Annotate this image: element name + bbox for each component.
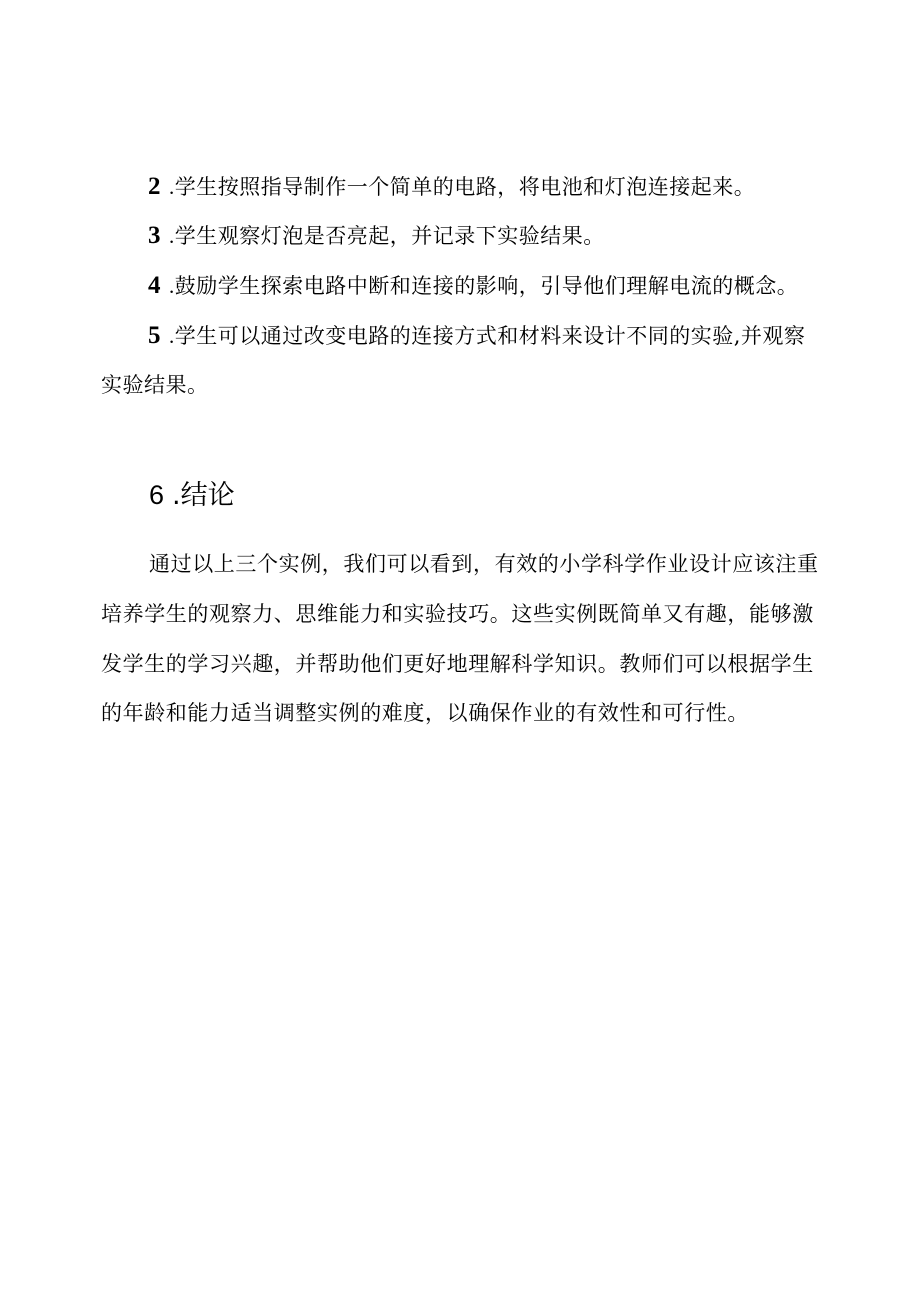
list-item-text-continuation: 实验结果。	[101, 373, 209, 397]
list-item-5-continuation	[101, 370, 209, 400]
list-item-number: 5	[148, 322, 161, 349]
list-item-number: 2	[148, 173, 161, 200]
conclusion-line-4: 的年龄和能力适当调整实例的难度，以确保作业的有效性和可行性。	[101, 701, 749, 725]
list-item-dot: .	[169, 175, 175, 199]
list-item-number: 4	[148, 272, 161, 299]
list-item-dot: .	[169, 224, 175, 248]
list-item-2	[148, 172, 755, 202]
section-title: .结论	[172, 480, 235, 511]
list-item-3	[148, 221, 605, 251]
list-item-text: 学生按照指导制作一个简单的电路，将电池和灯泡连接起来。	[174, 175, 756, 199]
conclusion-line-3: 发学生的学习兴趣，并帮助他们更好地理解科学知识。教师们可以根据学生	[101, 652, 814, 676]
list-item-4	[148, 271, 798, 301]
list-item-dot: .	[169, 324, 175, 348]
list-item-5	[148, 321, 805, 351]
conclusion-line-2: 培养学生的观察力、思维能力和实验技巧。这些实例既简单又有趣，能够激	[101, 602, 814, 626]
list-item-text: 鼓励学生探索电路中断和连接的影响，引导他们理解电流的概念。	[174, 274, 799, 298]
list-item-number: 3	[148, 222, 161, 249]
section-number: 6	[149, 480, 165, 510]
list-item-text: 学生观察灯泡是否亮起，并记录下实验结果。	[174, 224, 605, 248]
section-heading	[149, 478, 235, 513]
list-item-dot: .	[169, 274, 175, 298]
conclusion-line-1: 通过以上三个实例，我们可以看到，有效的小学科学作业设计应该注重	[149, 552, 819, 576]
list-item-text: 学生可以通过改变电路的连接方式和材料来设计不同的实验,并观察	[174, 324, 806, 348]
